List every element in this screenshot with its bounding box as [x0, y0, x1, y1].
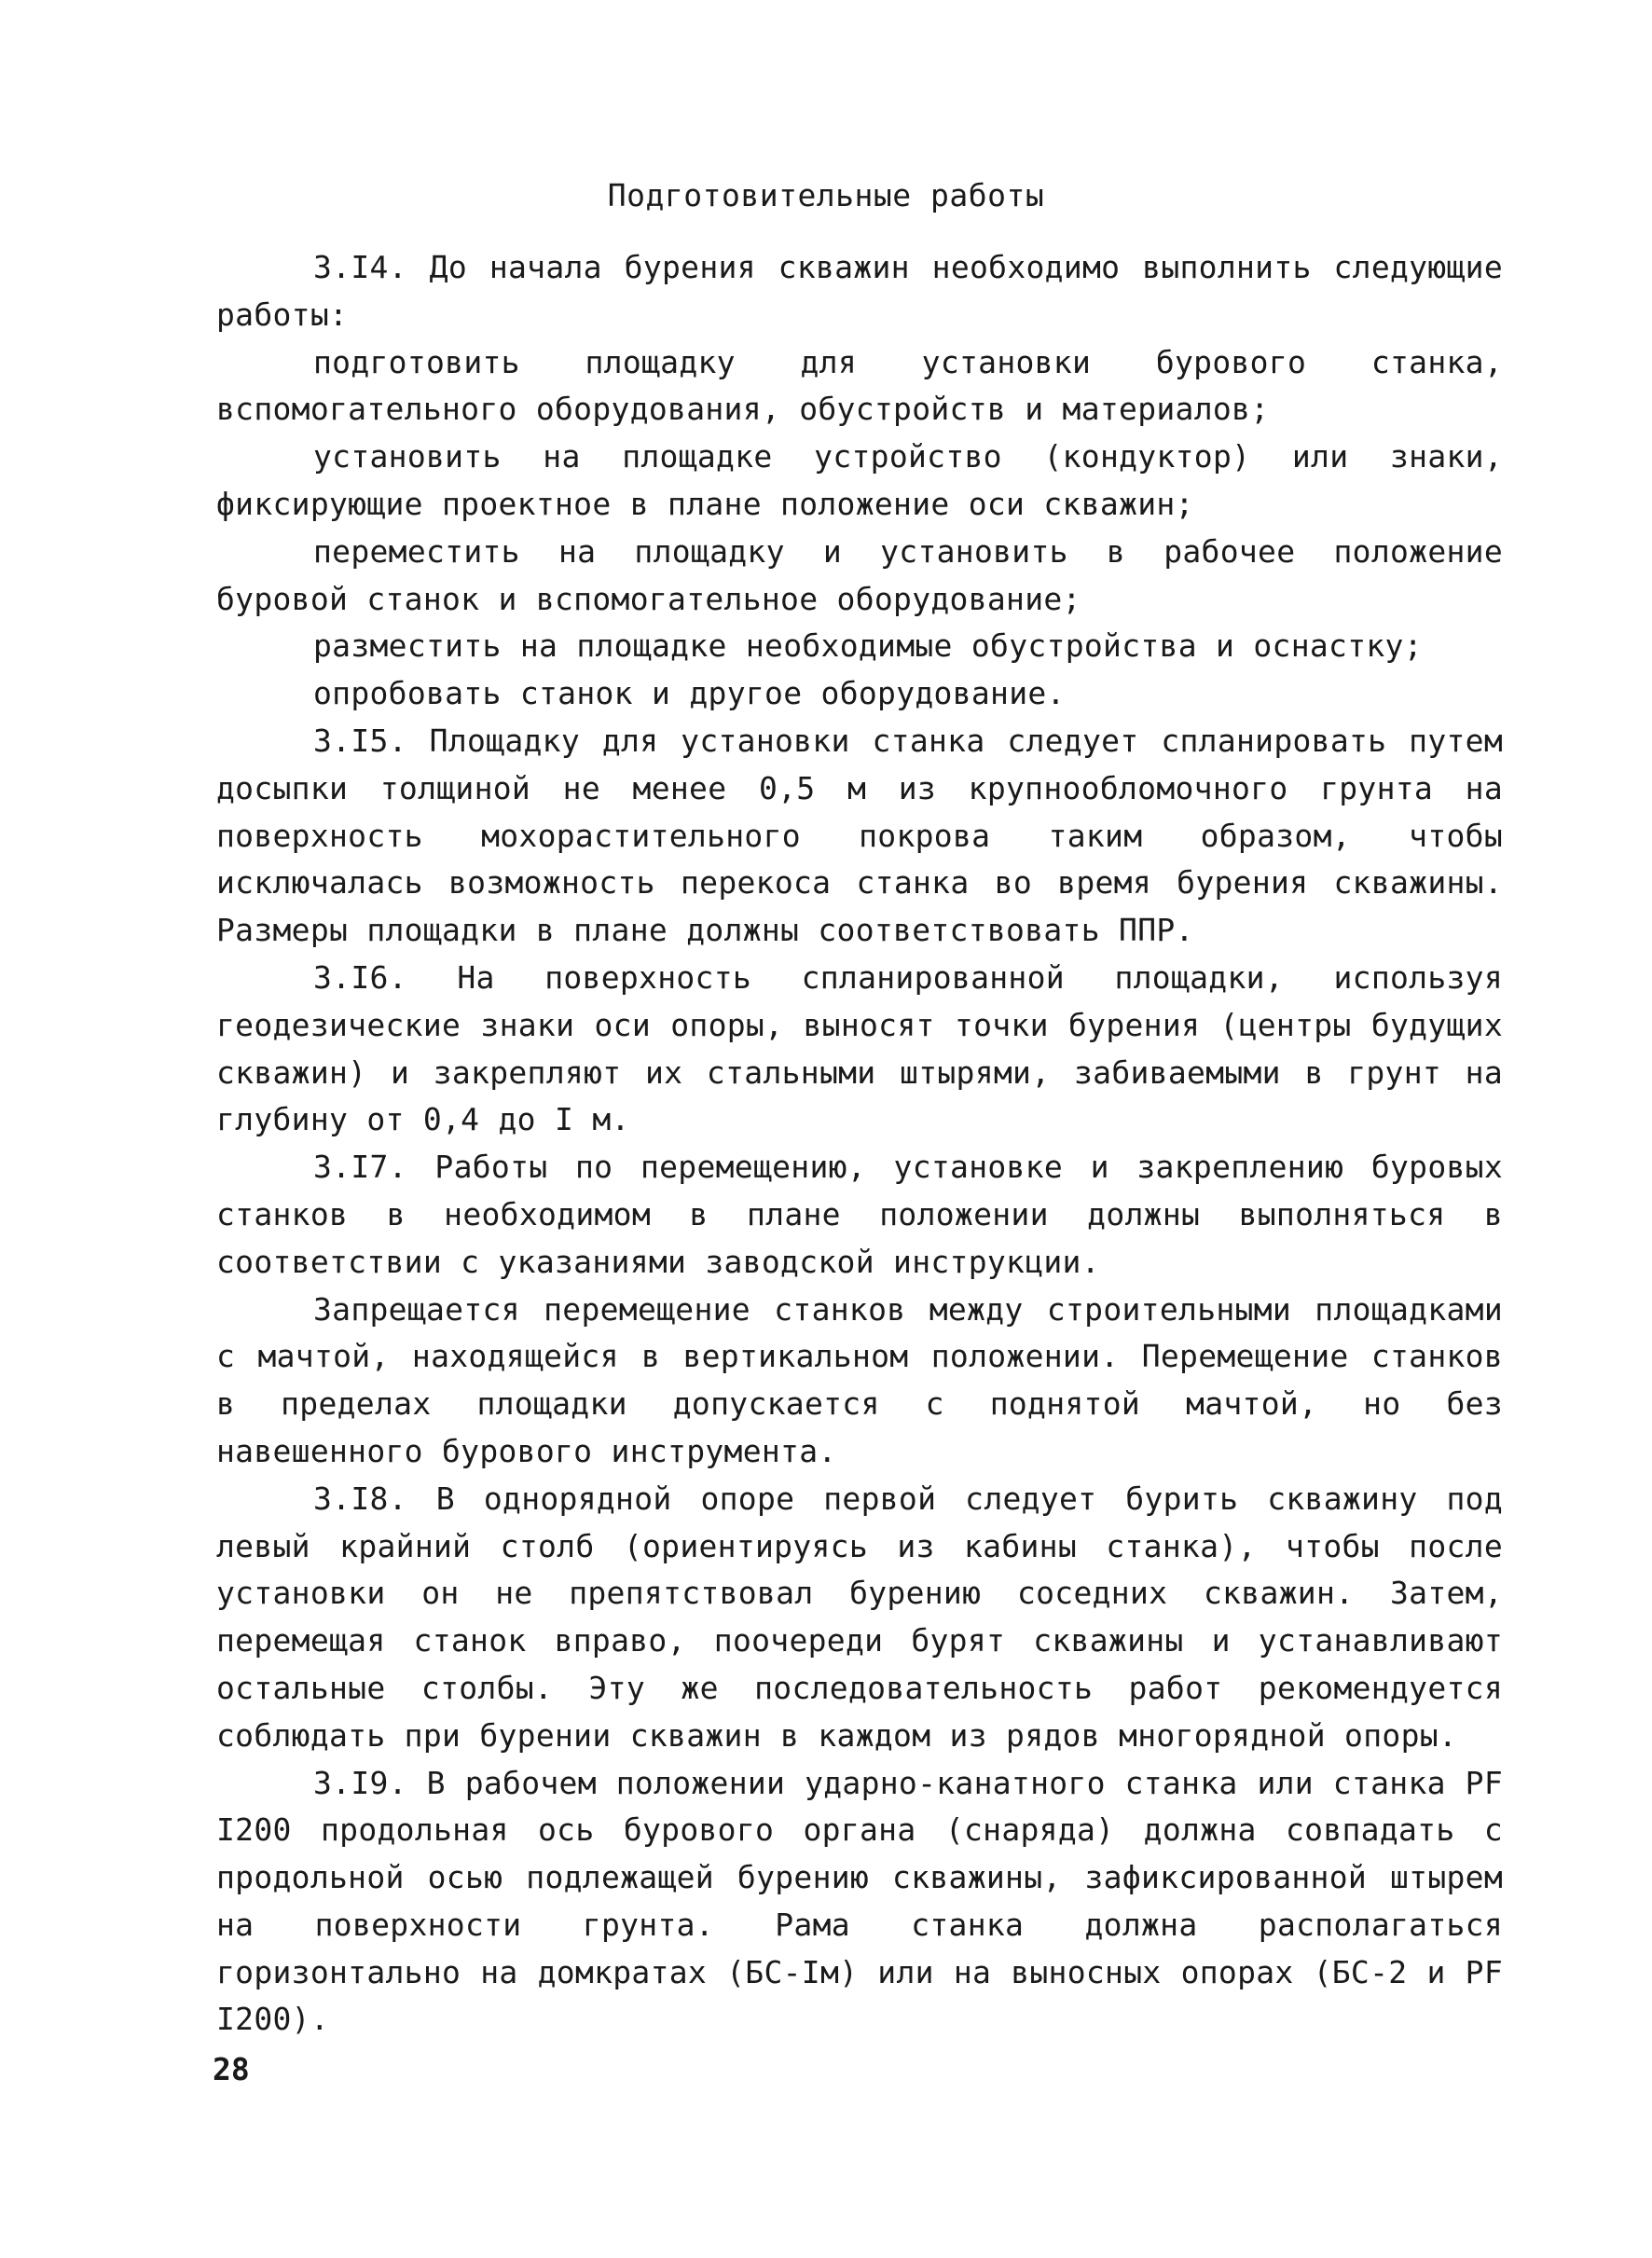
document-body: [216, 244, 1503, 2044]
list-item-move-rig: переместить на площадку и установить в рабочее положение буровой станок и вспомогательное оборудование;: [216, 532, 1503, 617]
list-item-place-equipment: разместить на площадке необходимые обустройства и оснастку;: [313, 627, 1423, 665]
paragraph-3-19: 3.I9. В рабочем положении ударно-канатного станка или станка PF I200 продольная ось бурового органа (снаряда) должна совпадать с продольной осью подлежащей бурению скважины, зафиксированной штырем на поверхности грунта. Рама станка должна располагаться горизонтально на домкратах (БС-Iм) или на выносных опорах (БС-2 и PF I200).: [216, 1764, 1503, 2038]
page-number: 28: [213, 2051, 250, 2087]
section-title: Подготовительные работы: [607, 177, 1045, 213]
list-item-prepare-site: подготовить площадку для установки бурового станка, вспомогательного оборудования, обустройств и материалов;: [216, 343, 1503, 428]
paragraph-3-18: 3.I8. В однорядной опоре первой следует бурить скважину под левый крайний столб (ориентируясь из кабины станка), чтобы после установки он не препятствовал бурению соседних скважин. Затем, перемещая станок вправо, поочереди бурят скважины и устанавливают остальные столбы. Эту же последовательность работ рекомендуется соблюдать при бурении скважин в каждом из рядов многорядной опоры.: [216, 1480, 1503, 1754]
list-item-install-conductor: установить на площадке устройство (кондуктор) или знаки, фиксирующие проектное в плане положение оси скважин;: [216, 438, 1503, 522]
paragraph-3-15: 3.I5. Площадку для установки станка следует спланировать путем досыпки толщиной не менее 0,5 м из крупнообломочного грунта на поверхность мохорастительного покрова таким образом, чтобы исключалась возможность перекоса станка во время бурения скважины. Размеры площадки в плане должны соответствовать ППР.: [216, 722, 1503, 949]
paragraph-3-16: 3.I6. На поверхность спланированной площадки, используя геодезические знаки оси опоры, выносят точки бурения (центры будущих скважин) и закрепляют их стальными штырями, забиваемыми в грунт на глубину от 0,4 до I м.: [216, 958, 1503, 1138]
paragraph-3-17-prohibition: Запрещается перемещение станков между строительными площадками с мачтой, находящейся в вертикальном положении. Перемещение станков в пределах площадки допускается с поднятой мачтой, но без навешенного бурового инструмента.: [216, 1290, 1503, 1469]
paragraph-3-14: 3.I4. До начала бурения скважин необходимо выполнить следующие работы:: [216, 249, 1503, 333]
list-item-test-rig: опробовать станок и другое оборудование.: [313, 675, 1066, 712]
paragraph-3-17: 3.I7. Работы по перемещению, установке и закреплению буровых станков в необходимом в плане положении должны выполняться в соответствии с указаниями заводской инструкции.: [216, 1149, 1503, 1280]
